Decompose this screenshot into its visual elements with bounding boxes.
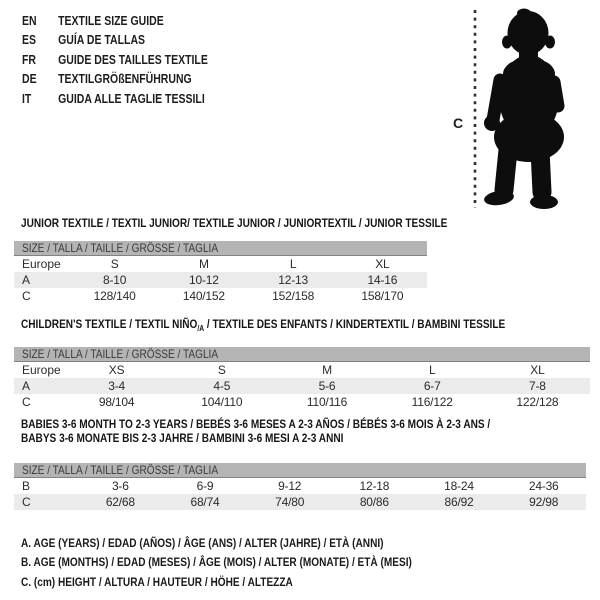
children-heading-text: / TEXTILE DES ENFANTS / KINDERTEXTIL / BAMBINI TESSILE: [204, 317, 506, 331]
size-header-bar: [14, 241, 427, 256]
baby-silhouette: [483, 9, 564, 210]
language-row: [22, 70, 208, 90]
table-row: [14, 378, 590, 394]
table-row: [14, 288, 427, 304]
table-cell: 12-18: [359, 479, 390, 493]
row-label: B: [22, 479, 31, 493]
language-list: [22, 11, 208, 109]
table-row: [14, 494, 586, 510]
table-cell: 158/170: [361, 289, 404, 303]
children-heading-text: CHILDREN'S TEXTILE / TEXTIL NIÑO: [21, 317, 198, 331]
language-title: GUIDE DES TAILLES TEXTILE: [58, 52, 208, 67]
table-row: [14, 362, 590, 378]
babies-size-table: [14, 463, 586, 510]
language-title: GUIDA ALLE TAGLIE TESSILI: [58, 91, 205, 106]
table-body: [14, 478, 586, 510]
size-header-bar: [14, 463, 586, 478]
language-title: TEXTILE SIZE GUIDE: [58, 13, 164, 28]
size-header-label: SIZE / TALLA / TAILLE / GRÖSSE / TAGLIA: [22, 347, 219, 361]
language-row: [22, 50, 208, 70]
table-cell: 104/110: [201, 395, 243, 409]
row-label: A: [22, 379, 31, 393]
language-code: FR: [22, 52, 37, 67]
language-code: EN: [22, 13, 37, 28]
table-cell: 68/74: [190, 495, 220, 509]
table-cell: 8-10: [103, 273, 127, 287]
table-cell: 140/152: [182, 289, 225, 303]
table-cell: 18-24: [444, 479, 474, 493]
table-cell: 9-12: [278, 479, 302, 493]
table-cell: M: [198, 257, 209, 271]
size-header-label: SIZE / TALLA / TAILLE / GRÖSSE / TAGLIA: [22, 463, 219, 477]
baby-silhouette-figure: [440, 2, 590, 214]
table-cell: 24-36: [528, 479, 559, 493]
row-label: C: [22, 395, 31, 409]
size-header-bar: [14, 347, 590, 362]
language-code: IT: [22, 91, 32, 106]
table-cell: S: [217, 363, 226, 377]
table-cell: 110/116: [306, 395, 348, 409]
table-row: [14, 256, 427, 272]
size-header-label: SIZE / TALLA / TAILLE / GRÖSSE / TAGLIA: [22, 241, 219, 255]
table-cell: 3-4: [108, 379, 125, 393]
table-cell: M: [322, 363, 332, 377]
children-heading-subscript: /A: [197, 324, 205, 333]
footnotes: [21, 534, 412, 592]
language-title: GUÍA DE TALLAS: [58, 33, 146, 48]
table-cell: 14-16: [367, 273, 398, 287]
table-cell: 3-6: [111, 479, 129, 493]
babies-section-heading: [21, 417, 490, 445]
language-title: TEXTILGRÖßENFÜHRUNG: [58, 72, 192, 87]
children-section-heading: [21, 317, 505, 336]
babies-heading-line2: BABYS 3-6 MONATE BIS 2-3 JAHRE / BAMBINI 3-6 MESI A 2-3 ANNI: [21, 431, 344, 445]
table-cell: 86/92: [444, 495, 474, 509]
table-cell: 98/104: [98, 395, 135, 409]
table-body: [14, 362, 590, 410]
table-cell: 122/128: [516, 395, 559, 409]
junior-section-heading: JUNIOR TEXTILE / TEXTIL JUNIOR/ TEXTILE JUNIOR / JUNIORTEXTIL / JUNIOR TESSILE: [21, 216, 448, 230]
row-label: C: [22, 495, 31, 509]
footnote-a: A. AGE (YEARS) / EDAD (AÑOS) / ÂGE (ANS) / ALTER (JAHRE) / ETÀ (ANNI): [21, 536, 384, 550]
children-size-table: [14, 347, 590, 410]
table-cell: 128/140: [93, 289, 136, 303]
table-cell: 6-9: [196, 479, 214, 493]
table-cell: 62/68: [105, 495, 135, 509]
table-cell: 10-12: [189, 273, 219, 287]
row-label: A: [22, 273, 31, 287]
table-body: [14, 256, 427, 304]
row-label: Europe: [22, 363, 61, 377]
table-cell: 12-13: [278, 273, 308, 287]
language-code: ES: [22, 33, 37, 48]
table-cell: 116/122: [411, 395, 453, 409]
language-row: [22, 31, 208, 51]
table-cell: XL: [530, 363, 545, 377]
table-cell: 152/158: [272, 289, 315, 303]
table-cell: 80/86: [359, 495, 389, 509]
table-cell: 74/80: [275, 495, 305, 509]
table-row: [14, 394, 590, 410]
table-cell: XS: [108, 363, 125, 377]
language-code: DE: [22, 72, 37, 87]
footnote-b: B. AGE (MONTHS) / EDAD (MESES) / ÂGE (MOIS) / ALTER (MONATE) / ETÀ (MESI): [21, 555, 412, 570]
table-cell: L: [289, 257, 297, 271]
junior-size-table: [14, 241, 427, 304]
table-cell: 7-8: [529, 379, 546, 393]
footnote-c: C. (cm) HEIGHT / ALTURA / HAUTEUR / HÖHE / ALTEZZA: [21, 574, 293, 589]
table-cell: 5-6: [318, 379, 336, 393]
table-cell: L: [428, 363, 436, 377]
table-cell: 4-5: [213, 379, 231, 393]
table-row: [14, 272, 427, 288]
table-cell: 92/98: [529, 495, 559, 509]
babies-heading-line1: BABIES 3-6 MONTH TO 2-3 YEARS / BEBÉS 3-6 MESES A 2-3 AÑOS / BÉBÉS 3-6 MOIS À 2-3 ANS /: [21, 417, 491, 431]
language-row: [22, 89, 208, 109]
row-label: C: [22, 289, 31, 303]
row-label: Europe: [22, 257, 61, 271]
table-cell: 6-7: [423, 379, 441, 393]
table-row: [14, 478, 586, 494]
table-cell: S: [110, 257, 119, 271]
height-label: C: [453, 115, 464, 131]
table-cell: XL: [375, 257, 390, 271]
language-row: [22, 11, 208, 31]
